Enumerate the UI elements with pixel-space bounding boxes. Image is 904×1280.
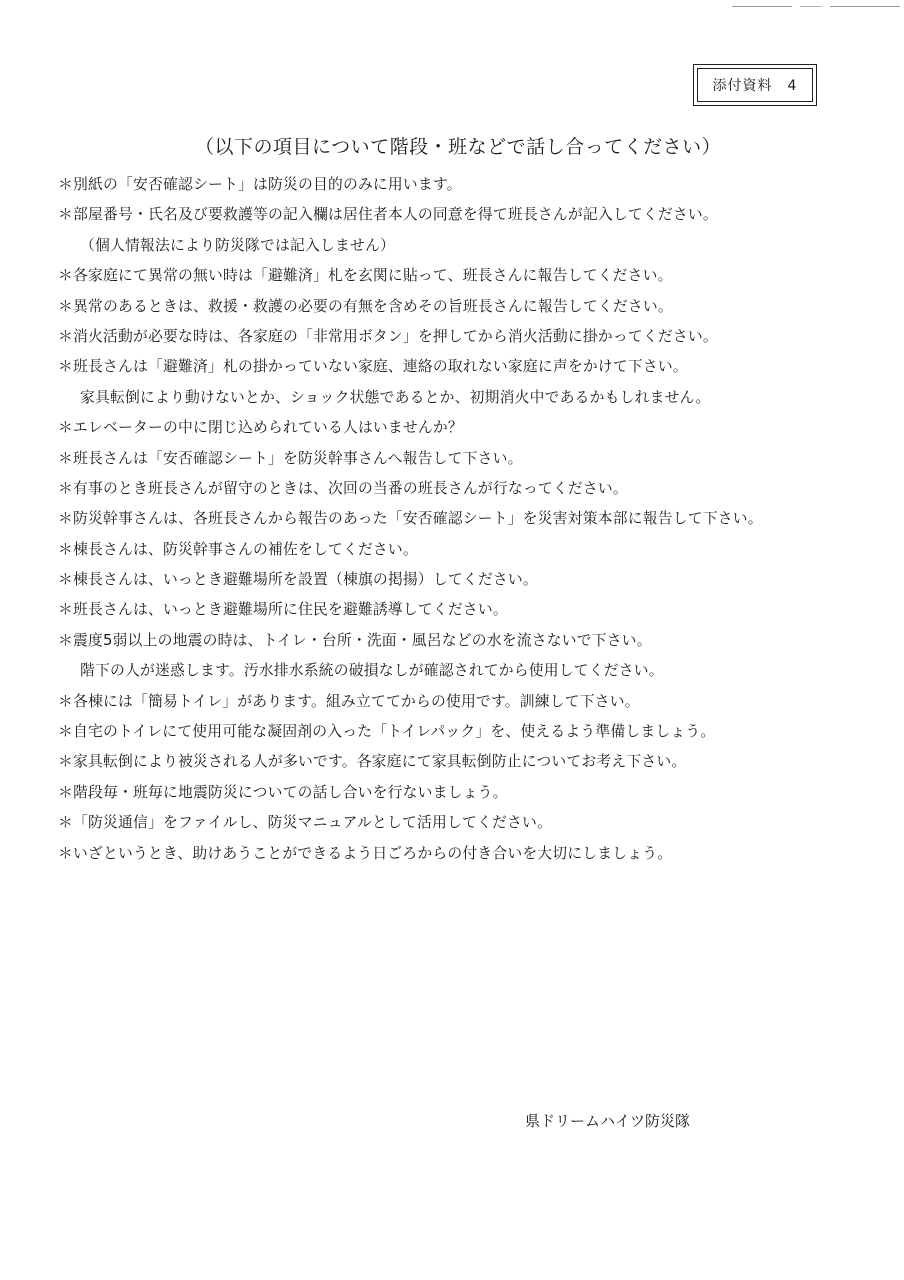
body-line: ＊エレベーターの中に閉じ込められている人はいませんか？ bbox=[58, 419, 463, 437]
body-line: ＊消火活動が必要な時は、各家庭の「非常用ボタン」を押してから消火活動に掛かってください。 bbox=[58, 327, 718, 345]
scan-artifact bbox=[800, 6, 822, 7]
attachment-label: 添付資料 4 bbox=[697, 68, 813, 102]
document-signature: 県ドリームハイツ防災隊 bbox=[525, 1112, 691, 1130]
body-line: ＊班長さんは「避難済」札の掛かっていない家庭、連絡の取れない家庭に声をかけて下さい。 bbox=[58, 358, 688, 376]
body-line: ＊各棟には「簡易トイレ」があります。組み立ててからの使用です。訓練して下さい。 bbox=[58, 692, 640, 710]
body-line: ＊班長さんは、いっとき避難場所に住民を避難誘導してください。 bbox=[58, 601, 508, 619]
body-line: （個人情報法により防災隊では記入しません） bbox=[80, 236, 395, 254]
body-line: ＊防災幹事さんは、各班長さんから報告のあった「安否確認シート」を災害対策本部に報告して下さい。 bbox=[58, 510, 763, 528]
body-line: ＊棟長さんは、防災幹事さんの補佐をしてください。 bbox=[58, 540, 418, 558]
scan-artifact bbox=[732, 6, 792, 7]
body-line: ＊各家庭にて異常の無い時は「避難済」札を玄関に貼って、班長さんに報告してください。 bbox=[58, 267, 673, 285]
body-line: 階下の人が迷惑します。汚水排水系統の破損なしが確認されてから使用してください。 bbox=[80, 662, 664, 680]
scan-artifact bbox=[830, 6, 900, 7]
body-line: ＊班長さんは「安否確認シート」を防災幹事さんへ報告して下さい。 bbox=[58, 449, 523, 467]
body-line: ＊有事のとき班長さんが留守のときは、次回の当番の班長さんが行なってください。 bbox=[58, 479, 628, 497]
body-line: ＊別紙の「安否確認シート」は防災の目的のみに用います。 bbox=[58, 176, 462, 193]
body-line: ＊部屋番号・氏名及び要救護等の記入欄は居住者本人の同意を得て班長さんが記入してください。 bbox=[58, 206, 718, 224]
body-line: ＊異常のあるときは、救援・救護の必要の有無を含めその旨班長さんに報告してください。 bbox=[58, 297, 673, 315]
document-body bbox=[58, 170, 858, 869]
document-heading: （以下の項目について階段・班などで話し合ってください） bbox=[195, 136, 722, 158]
body-line: ＊いざというとき、助けあうことができるよう日ごろからの付き合いを大切にしましょう。 bbox=[58, 844, 673, 862]
body-line: ＊「防災通信」をファイルし、防災マニュアルとして活用してください。 bbox=[58, 814, 553, 832]
body-line: ＊棟長さんは、いっとき避難場所を設置（棟旗の掲揚）してください。 bbox=[58, 571, 538, 589]
attachment-label-box bbox=[693, 64, 817, 106]
body-line: ＊震度5弱以上の地震の時は、トイレ・台所・洗面・風呂などの水を流さないで下さい。 bbox=[58, 631, 652, 649]
body-line: 家具転倒により動けないとか、ショック状態であるとか、初期消火中であるかもしれません。 bbox=[80, 388, 711, 406]
body-line: ＊階段毎・班毎に地震防災についての話し合いを行ないましょう。 bbox=[58, 783, 508, 801]
body-line: ＊自宅のトイレにて使用可能な凝固剤の入った「トイレパック」を、使えるよう準備しましょう。 bbox=[58, 723, 716, 741]
body-line: ＊家具転倒により被災される人が多いです。各家庭にて家具転倒防止についてお考え下さい。 bbox=[58, 753, 687, 771]
